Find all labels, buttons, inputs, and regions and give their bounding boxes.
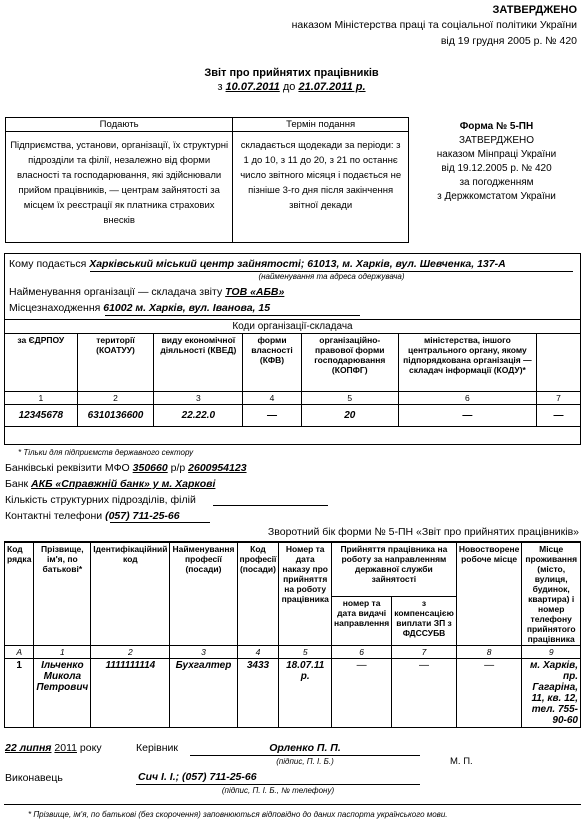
row-profession: Бухгалтер: [170, 659, 237, 728]
codes-table: [4, 319, 581, 427]
form-agency: з Держкомстатом України: [437, 191, 556, 202]
codes-title: Коди організації-складача: [5, 320, 581, 334]
form-approved: ЗАТВЕРДЖЕНО: [458, 135, 535, 146]
code-num-4: 4: [243, 392, 301, 405]
col-3-header: Найменування професії (посади): [170, 543, 237, 646]
num-1: 1: [34, 646, 91, 659]
col-9-header: Місце проживання (місто, вулиця, будинок, квартира) і номер телефону прийнятого працівника: [522, 543, 581, 646]
code-num-2: 2: [77, 392, 154, 405]
num-9: 9: [522, 646, 581, 659]
bank-req-label: Банківські реквізити МФО: [5, 462, 130, 474]
code-value-1: 12345678: [5, 405, 78, 427]
branches-label: Кількість структурних підрозділів, філій: [5, 494, 196, 506]
col-67-header: Прийняття працівника на роботу за направленням державної служби зайнятості: [331, 543, 456, 597]
head-hint: (підпис, П. І. Б.): [276, 757, 334, 766]
approval-order: наказом Міністерства праці та соціальної політики України: [291, 19, 577, 31]
bank-acc: 2600954123: [188, 462, 247, 474]
col-4-header: Код професії (посади): [237, 543, 279, 646]
submit-col2-header: Термін подання: [233, 118, 409, 132]
location-value: 61002 м. Харків, вул. Іванова, 15: [103, 302, 271, 314]
code-num-6: 6: [398, 392, 536, 405]
code-header-3: виду економічної діяльності (КВЕД): [154, 334, 243, 392]
bank-line: [5, 478, 215, 490]
org-label: Найменування організації — складача звіту: [9, 286, 223, 298]
period-to-prefix: до: [282, 81, 296, 93]
approved-title: ЗАТВЕРДЖЕНО: [492, 4, 577, 16]
code-value-2: 6310136600: [77, 405, 154, 427]
row-id: 1111111114: [91, 659, 170, 728]
employees-table: [4, 542, 581, 728]
exec-hint: (підпис, П. І. Б., № телефону): [221, 786, 335, 795]
row-c8: —: [456, 659, 522, 728]
recipient-line: [9, 258, 506, 270]
head-label: Керівник: [136, 742, 178, 754]
sig-year-suffix: року: [79, 742, 102, 754]
num-3: 3: [170, 646, 237, 659]
num-6: 6: [331, 646, 391, 659]
form-box: [414, 120, 579, 204]
col-1-header: Прізвище, ім'я, по батькові*: [34, 543, 91, 646]
bank-label: Банк: [5, 478, 29, 490]
recipient-label: Кому подається: [9, 258, 87, 270]
table-row: [5, 659, 581, 728]
col-5-header: Номер та дата наказу про прийняття на роботу працівника: [279, 543, 332, 646]
branches-line: [5, 494, 196, 506]
col-2-header: Ідентифікаційний код: [91, 543, 170, 646]
num-7: 7: [392, 646, 457, 659]
exec-value: Сич І. І.; (057) 711-25-66: [138, 771, 257, 783]
location-line: [9, 302, 270, 314]
code-header-1: за ЄДРПОУ: [5, 334, 78, 392]
code-header-2: території (КОАТУУ): [77, 334, 154, 392]
recipient-value: Харківський міський центр зайнятості; 61013, м. Харків, вул. Шевченка, 137-А: [89, 258, 506, 270]
head-name: Орленко П. П.: [269, 742, 341, 754]
submit-col2-text: складається щодекади за періоди: з 1 до 10, з 11 до 20, з 21 по останнє число звітного місяця і подається не пізніше 3-го дня після закінчення звітної декади: [233, 132, 409, 243]
code-num-5: 5: [301, 392, 398, 405]
code-value-4: —: [243, 405, 301, 427]
org-line: [9, 286, 284, 298]
form-order: наказом Мінпраці України: [436, 149, 557, 160]
num-5: 5: [279, 646, 332, 659]
submit-col1-header: Подають: [6, 118, 233, 132]
row-address: м. Харків, пр. Гагаріна, 11, кв. 12, тел. 755-90-60: [522, 659, 581, 728]
row-c6: —: [331, 659, 391, 728]
code-value-6: —: [398, 405, 536, 427]
phones-value: (057) 711-25-66: [105, 510, 180, 522]
bank-req-line: [5, 462, 247, 474]
row-c7: —: [392, 659, 457, 728]
col-7-header: з компенсацією виплати ЗП з ФДССУБВ: [392, 596, 457, 645]
stamp-label: М. П.: [450, 756, 473, 767]
approval-date: від 19 грудня 2005 р. № 420: [440, 35, 577, 47]
col-a-header: Код рядка: [5, 543, 34, 646]
code-value-3: 22.22.0: [154, 405, 243, 427]
col-8-header: Новостворене робоче місце: [456, 543, 522, 646]
period-from-prefix: з: [217, 81, 223, 93]
submit-table: [5, 117, 409, 243]
row-prof-code: 3433: [237, 659, 279, 728]
location-label: Місцезнаходження: [9, 302, 101, 314]
row-name: Ільченко Микола Петрович: [34, 659, 91, 728]
signature-date: [5, 742, 102, 754]
code-value-7: —: [536, 405, 580, 427]
code-num-7: 7: [536, 392, 580, 405]
phones-label: Контактні телефони: [5, 510, 103, 522]
report-period: [0, 81, 583, 93]
period-to: 21.07.2011 р.: [298, 81, 366, 93]
num-4: 4: [237, 646, 279, 659]
form-date: від 19.12.2005 р. № 420: [441, 163, 552, 174]
code-header-6: міністерства, іншого центрального органу, якому підпорядкована організація — складач інформації (КОДУ)*: [398, 334, 536, 392]
bank-acc-label: р/р: [170, 462, 186, 474]
submit-col1-text: Підприємства, установи, організації, їх структурні підрозділи та філії, незалежно від форми власності та господарювання, які здійснювали прийом працівників, — центрам зайнятості за місцем їх реєстрації як платника страхових внесків: [6, 132, 233, 243]
org-value: ТОВ «АБВ»: [225, 286, 285, 298]
phones-line: [5, 510, 180, 522]
col-6-header: номер та дата видачі направлення: [331, 596, 391, 645]
form-agreed: за погодженням: [459, 177, 534, 188]
bank-mfo: 350660: [132, 462, 168, 474]
code-header-4: форми власності (КФВ): [243, 334, 301, 392]
code-header-5: організаційно-правової форми господарювання (КОПФГ): [301, 334, 398, 392]
report-title: Звіт про прийнятих працівників: [204, 67, 379, 79]
code-num-1: 1: [5, 392, 78, 405]
period-from: 10.07.2011: [225, 81, 280, 93]
num-a: А: [5, 646, 34, 659]
exec-label: Виконавець: [5, 772, 63, 784]
code-value-5: 20: [301, 405, 398, 427]
sig-year: 2011: [54, 742, 77, 754]
recipient-hint: (найменування та адреса одержувача): [258, 272, 405, 281]
code-num-3: 3: [154, 392, 243, 405]
num-2: 2: [91, 646, 170, 659]
sig-date: 22 липня: [5, 742, 52, 754]
bank-value: АКБ «Справжній банк» у м. Харкові: [31, 478, 216, 490]
row-code: 1: [5, 659, 34, 728]
form-name: Форма № 5-ПН: [459, 121, 534, 132]
bottom-footnote: * Прізвище, ім'я, по батькові (без скорочення) заповнюються відповідно до даних паспорта українського мови.: [28, 810, 448, 819]
row-order: 18.07.11 р.: [279, 659, 332, 728]
codes-footnote: * Тільки для підприємств державного сектору: [18, 448, 194, 457]
num-8: 8: [456, 646, 522, 659]
reverse-title: Зворотний бік форми № 5-ПН «Звіт про прийнятих працівників»: [267, 526, 579, 538]
